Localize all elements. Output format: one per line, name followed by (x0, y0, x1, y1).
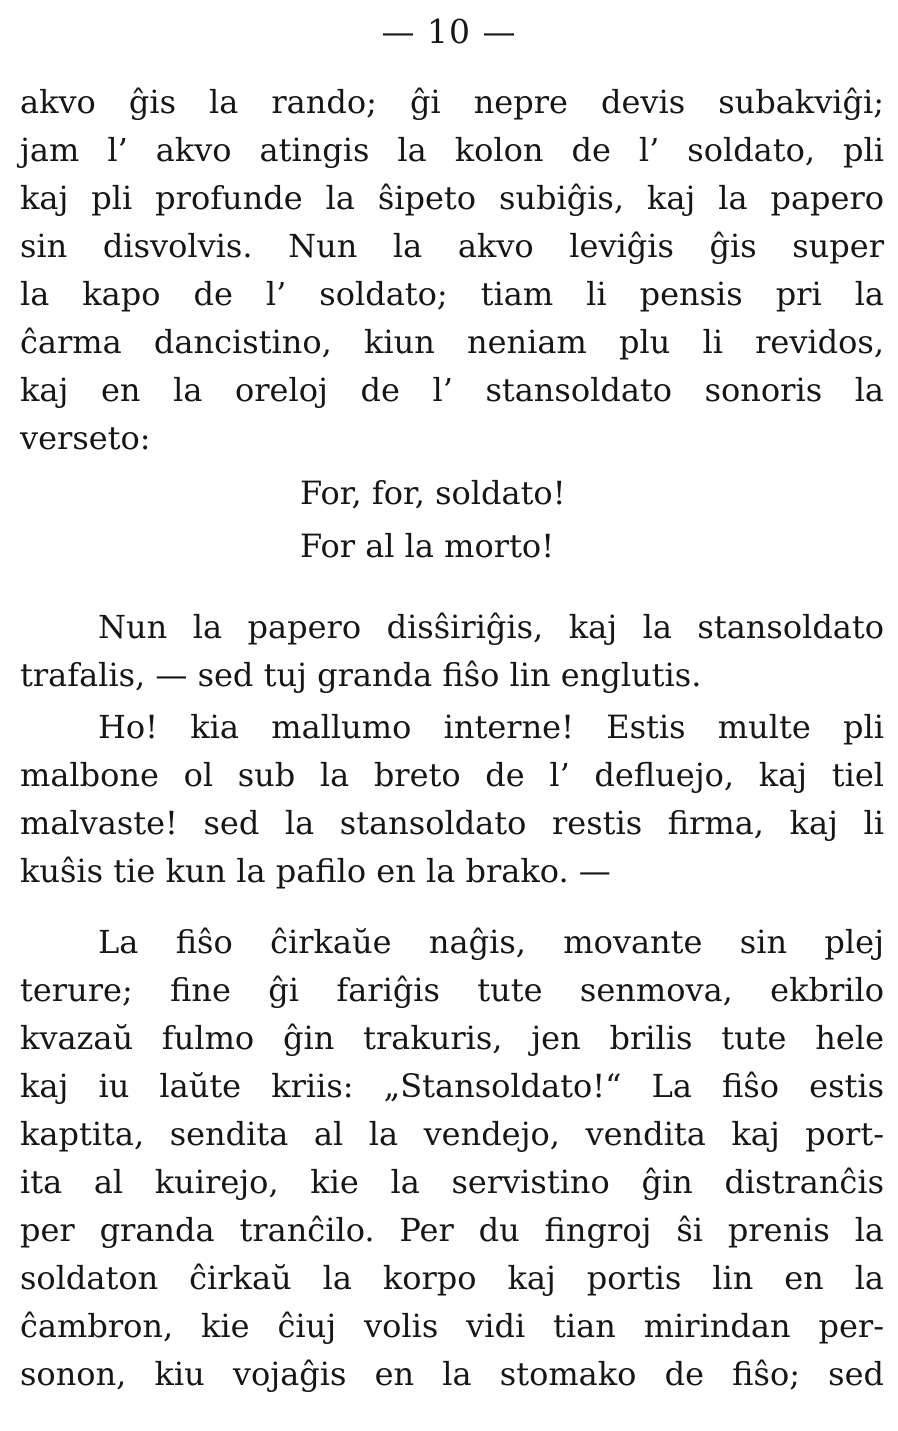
page-number: — 10 — (381, 12, 517, 51)
text-line: akvo ĝis la rando; ĝi nepre devis subakviĝi; (20, 83, 884, 121)
text-line: kaj pli profunde la ŝipeto subiĝis, kaj la papero (20, 179, 884, 217)
verse-line: For, for, soldato! (300, 474, 566, 512)
paragraph-2 (20, 603, 884, 699)
text-line: malvaste! sed la stansoldato restis firma, kaj li (20, 804, 884, 842)
text-line: ĉarma dancistino, kiun neniam plu li revidos, (20, 323, 884, 361)
verse (300, 467, 720, 573)
text-line: Nun la papero disŝiriĝis, kaj la stansoldato (98, 608, 884, 646)
text-line: kaj iu laŭte kriis: „Stansoldato!“ La fiŝo estis (20, 1067, 884, 1105)
text-line: kuŝis tie kun la pafilo en la brako. — (20, 852, 611, 890)
text-line: malbone ol sub la breto de l’ defluejo, kaj tiel (20, 756, 884, 794)
text-line: kvazaŭ fulmo ĝin trakuris, jen brilis tute hele (20, 1019, 884, 1057)
text-line: trafalis, — sed tuj granda fiŝo lin englutis. (20, 656, 702, 694)
text-line: ĉambron, kie ĉiuj volis vidi tian mirindan per- (20, 1307, 884, 1345)
text-line: jam l’ akvo atingis la kolon de l’ soldato, pli (20, 131, 884, 169)
paragraph-4 (20, 918, 884, 1398)
text-line: sonon, kiu vojaĝis en la stomako de fiŝo; sed (20, 1355, 884, 1393)
verse-line: For al la morto! (300, 527, 555, 565)
text-line: kaj en la oreloj de l’ stansoldato sonoris la (20, 371, 884, 409)
paragraph-1 (20, 78, 884, 462)
text-line: sin disvolvis. Nun la akvo leviĝis ĝis super (20, 227, 884, 265)
text-line: Ho! kia mallumo interne! Estis multe pli (98, 708, 884, 746)
text-line: ita al kuirejo, kie la servistino ĝin distranĉis (20, 1163, 884, 1201)
paragraph-3 (20, 703, 884, 895)
text-line: terure; fine ĝi fariĝis tute senmova, ekbrilo (20, 971, 884, 1009)
text-line: verseto: (20, 419, 151, 457)
text-line: La fiŝo ĉirkaŭe naĝis, movante sin plej (98, 923, 884, 961)
text-line: soldaton ĉirkaŭ la korpo kaj portis lin en la (20, 1259, 884, 1297)
text-line: kaptita, sendita al la vendejo, vendita kaj port- (20, 1115, 884, 1153)
text-line: la kapo de l’ soldato; tiam li pensis pri la (20, 275, 884, 313)
text-line: per granda tranĉilo. Per du fingroj ŝi prenis la (20, 1211, 884, 1249)
